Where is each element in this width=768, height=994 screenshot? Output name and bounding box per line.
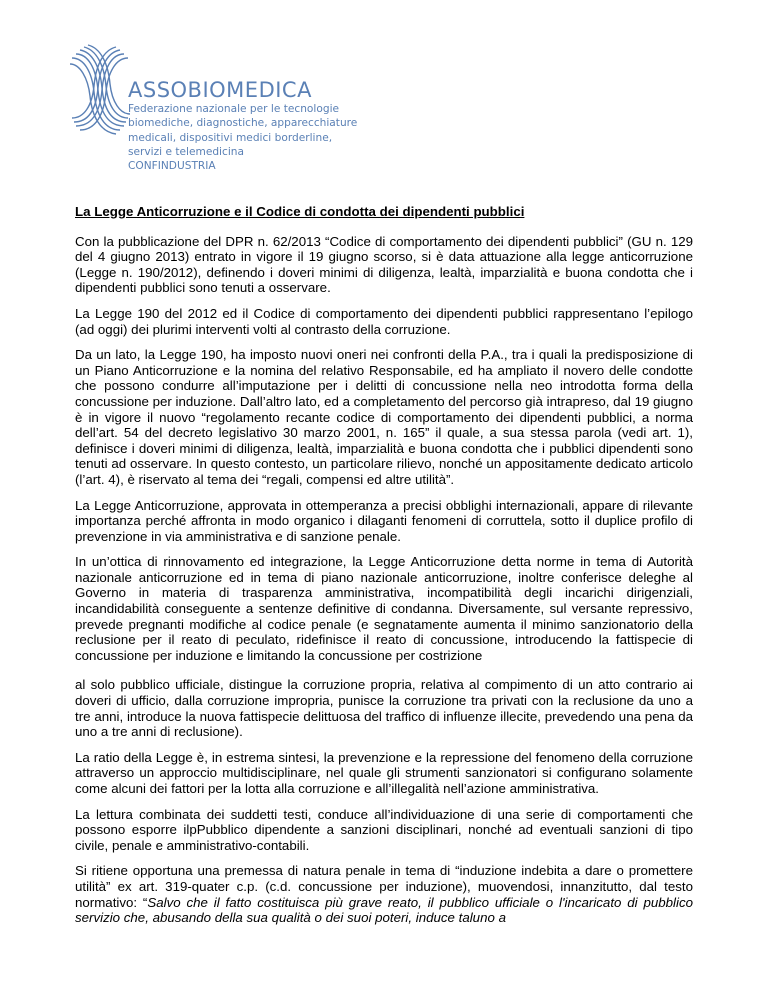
assobiomedica-logo-icon <box>68 44 132 136</box>
logo-name: ASSOBIOMEDICA <box>128 78 312 102</box>
logo-subtitle <box>128 102 368 173</box>
logo-subtitle-line: biomediche, diagnostiche, apparecchiature <box>128 117 358 130</box>
paragraph: al solo pubblico ufficiale, distingue la corruzione propria, relativa al compimento di un atto contrario ai doveri di ufficio, dalla corruzione impropria, punisce la corruzione tra privati con la reclusione da uno a tre anni, introduce la nuova fattispecie delittuosa del traffico di influenze illecite, prevedendo una pena da uno a tre anni di reclusione). <box>75 677 693 740</box>
quoted-law-text: Salvo che il fatto costituisca più grave reato, il pubblico ufficiale o l'incaricato di pubblico servizio che, abusando della sua qualità o dei suoi poteri, induce taluno a <box>75 894 693 926</box>
paragraph: La Legge 190 del 2012 ed il Codice di comportamento dei dipendenti pubblici rappresentano l’epilogo (ad oggi) dei plurimi interventi volti al contrasto della corruzione. <box>75 305 693 337</box>
paragraph: Con la pubblicazione del DPR n. 62/2013 “Codice di comportamento dei dipendenti pubblici” (GU n. 129 del 4 giugno 2013) entrato in vigore il 19 giugno scorso, si è data attuazione alla legge anticorruzione (Legge n. 190/2012), definendo i doveri minimi di diligenza, lealtà, imparzialità e buona condotta che i dipendenti pubblici sono tenuti a osservare. <box>75 233 693 296</box>
document-title: La Legge Anticorruzione e il Codice di condotta dei dipendenti pubblici <box>75 204 525 219</box>
paragraph: Da un lato, la Legge 190, ha imposto nuovi oneri nei confronti della P.A., tra i quali la predisposizione di un Piano Anticorruzione e la nomina del relativo Responsabile, ed ha ampliato il novero delle condotte che possono condurre all’imputazione per i delitti di concussione nella neo introdotta forma della concussione per induzione. Dall’altro lato, ed a completamento del percorso già intrapreso, dal 19 giugno è in vigore il nuovo “regolamento recante codice di comportamento dei dipendenti pubblici, a norma dell’art. 54 del decreto legislativo 30 marzo 2001, n. 165” il quale, a sua stessa parola (vedi art. 1), definisce i doveri minimi di diligenza, lealtà, imparzialità e buona condotta che i pubblici dipendenti sono tenuti ad osservare. In questo contesto, un particolare rilievo, nonché un appositamente dedicato articolo (l’art. 4), è riservato al tema dei “regali, compensi ed altre utilità”. <box>75 347 693 487</box>
logo-subtitle-line: servizi e telemedicina <box>128 145 244 158</box>
document-body <box>75 204 693 936</box>
assobiomedica-logo <box>68 42 358 180</box>
paragraph: La ratio della Legge è, in estrema sintesi, la prevenzione e la repressione del fenomeno della corruzione attraverso un approccio multidisciplinare, nel quale gli strumenti sanzionatori si configurano solamente come alcuni dei fattori per la lotta alla corruzione e all’illegalità nell’azione amministrativa. <box>75 749 693 796</box>
logo-subtitle-line: Federazione nazionale per le tecnologie <box>128 103 340 115</box>
paragraph-last-text: Si ritiene opportuna una premessa di natura penale in tema di “induzione indebita a dare o promettere utilità” ex art. 319-quater c.p. (c.d. concussione per induzione), muovendosi, innanzitutto, dal testo normativo: “ <box>75 863 693 910</box>
logo-subtitle-line: CONFINDUSTRIA <box>128 160 216 173</box>
paragraph: La lettura combinata dei suddetti testi, conduce all’individuazione di una serie di comportamenti che possono esporre ilpPubblico dipendente a sanzioni disciplinari, nonché ad eventuali sanzioni di tipo civile, penale e amministrativo-contabili. <box>75 806 693 853</box>
logo-subtitle-line: medicali, dispositivi medici borderline, <box>128 131 333 144</box>
paragraph: La Legge Anticorruzione, approvata in ottemperanza a precisi obblighi internazionali, appare di rilevante importanza perché affronta in modo organico i dilaganti fenomeni di corruttela, sotto il duplice profilo di prevenzione in via amministrativa e di sanzione penale. <box>75 497 693 544</box>
paragraph: In un’ottica di rinnovamento ed integrazione, la Legge Anticorruzione detta norme in tema di Autorità nazionale anticorruzione ed in tema di piano nazionale anticorruzione, inoltre conferisce deleghe al Governo in materia di trasparenza amministrativa, incompatibilità degli incarichi dirigenziali, incandidabilità conseguente a sentenze definitive di condanna. Diversamente, sul versante repressivo, prevede pregnanti modifiche al codice penale (e segnatamente aumenta il minimo sanzionatorio della reclusione per il reato di peculato, ridefinisce il reato di concussione, introducendo la fattispecie di concussione per induzione e limitando la concussione per costrizione <box>75 554 693 663</box>
paragraph-last <box>75 863 693 925</box>
